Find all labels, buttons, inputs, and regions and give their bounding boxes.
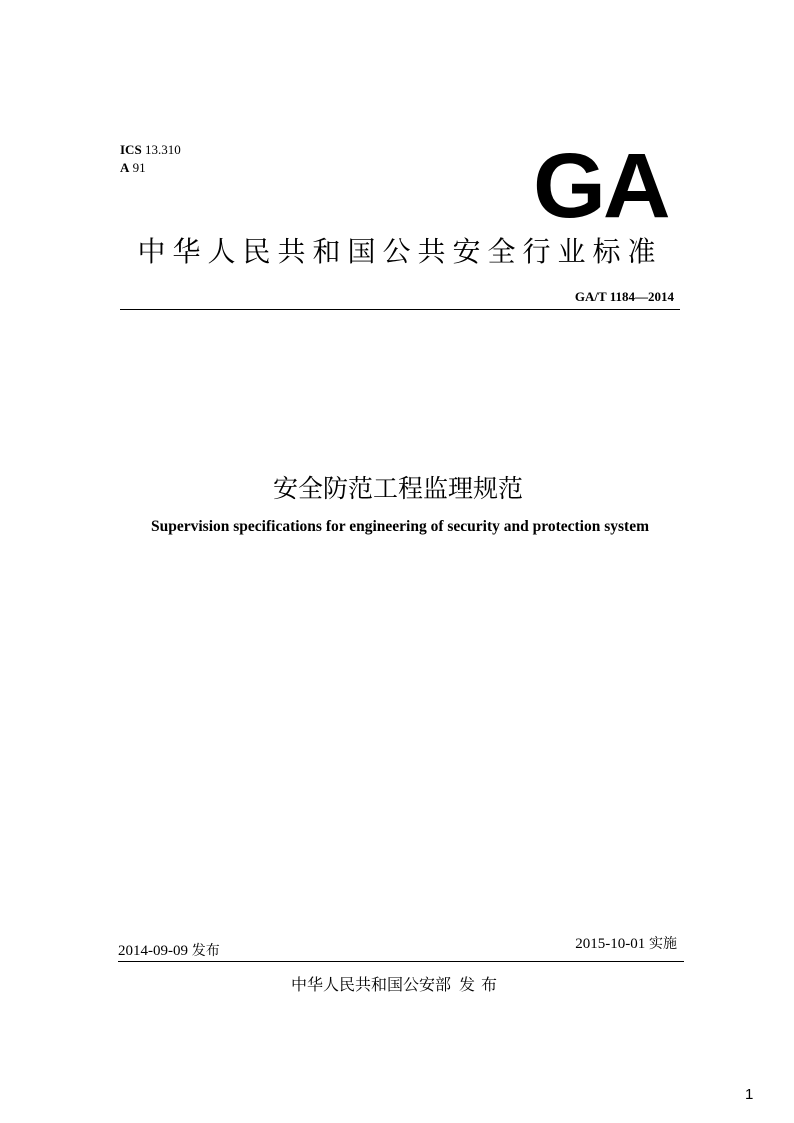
publisher-name: 中华人民共和国公安部	[290, 975, 451, 994]
classification-codes	[120, 141, 181, 177]
standard-number: GA/T 1184—2014	[574, 289, 674, 304]
ga-logo: GA	[533, 135, 668, 237]
ics-code	[120, 141, 181, 159]
standard-category-title: 中华人民共和国公共安全行业标准	[137, 235, 663, 268]
publisher-action: 发布	[459, 975, 504, 994]
issue-label: 发布	[191, 943, 220, 959]
header-divider	[120, 309, 680, 310]
footer-divider	[118, 961, 684, 962]
issue-date-line	[118, 940, 220, 962]
issue-date: 2014-09-09	[118, 943, 188, 959]
document-title-english: Supervision specifications for engineering of security and protection system	[151, 518, 649, 535]
ics-value: 13.310	[144, 142, 181, 157]
implement-date: 2015-10-01	[575, 936, 646, 952]
ics-label: ICS	[120, 142, 142, 157]
ccs-label: A	[120, 160, 130, 175]
page-number: 1	[745, 1086, 754, 1103]
ccs-code	[120, 159, 181, 177]
ccs-value: 91	[132, 160, 146, 175]
document-title-chinese: 安全防范工程监理规范	[272, 474, 523, 503]
publisher-line	[0, 973, 794, 997]
implement-date-line	[575, 933, 677, 955]
implement-label: 实施	[649, 936, 677, 952]
